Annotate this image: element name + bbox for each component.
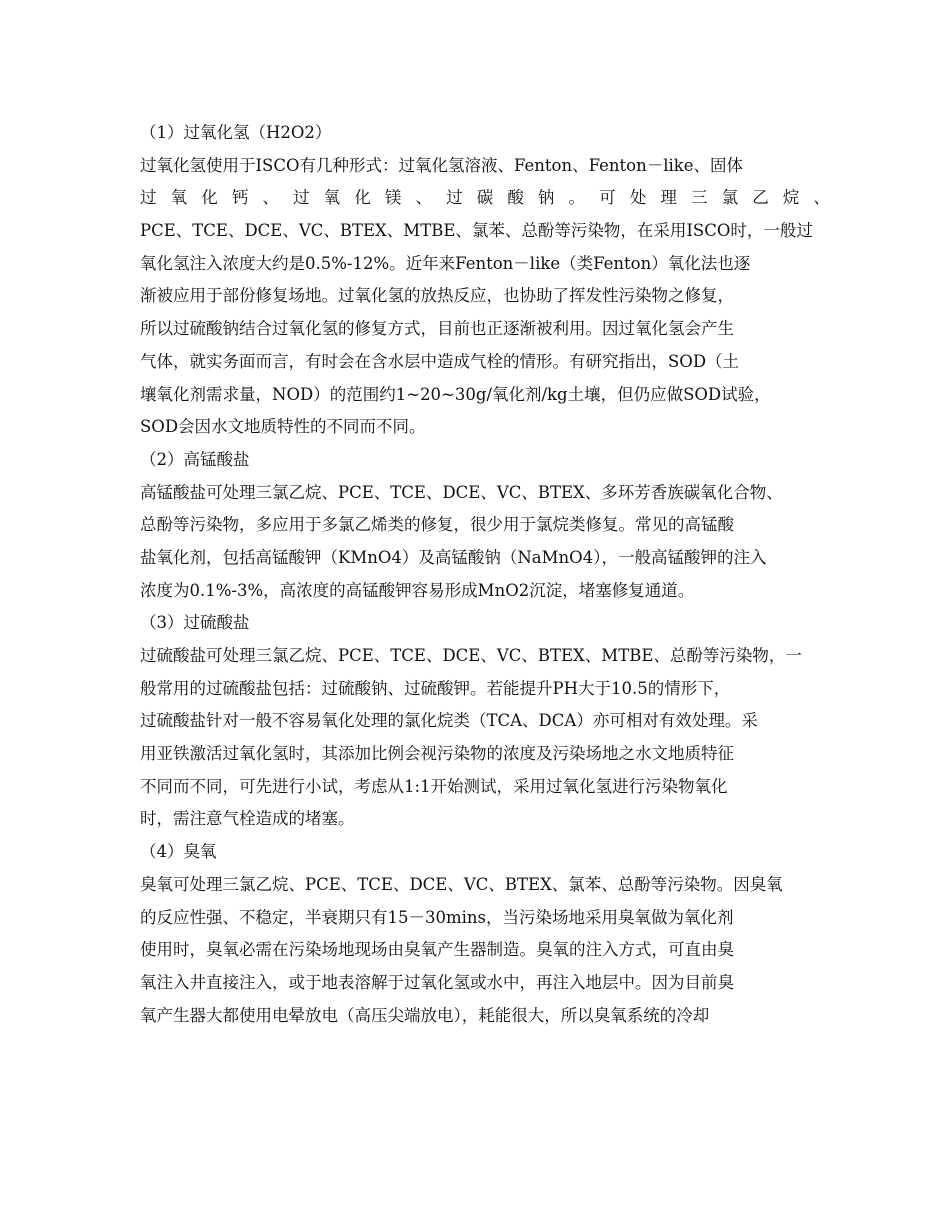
- text-line: 臭氧可处理三氯乙烷、PCE、TCE、DCE、VC、BTEX、氯苯、总酚等污染物。因臭氧: [140, 874, 783, 894]
- text-line: SOD会因水文地质特性的不同而不同。: [140, 417, 426, 437]
- heading-permanganate: （2）高锰酸盐: [140, 449, 250, 469]
- text-line: 过硫酸盐可处理三氯乙烷、PCE、TCE、DCE、VC、BTEX、MTBE、总酚等污染物，一: [140, 646, 802, 665]
- glyph: 烷: [782, 188, 800, 208]
- text-line: 般常用的过硫酸盐包括：过硫酸钠、过硫酸钾。若能提升PH大于10.5的情形下，: [140, 678, 731, 698]
- text-line: 总酚等污染物，多应用于多氯乙烯类的修复，很少用于氯烷类修复。常见的高锰酸: [140, 515, 734, 535]
- glyph: 过: [293, 188, 310, 208]
- text-line: 渐被应用于部份修复场地。过氧化氢的放热反应，也协助了挥发性污染物之修复，: [140, 286, 734, 306]
- glyph: 、: [262, 188, 279, 208]
- text-line: 的反应性强、不稳定，半衰期只有15－30mins，当污染场地采用臭氧做为氧化剂: [140, 907, 734, 927]
- text-line: 氧产生器大都使用电晕放电（高压尖端放电），耗能很大，所以臭氧系统的冷却: [140, 1005, 710, 1025]
- glyph: 镁: [384, 188, 402, 208]
- text-line-justified: [140, 182, 830, 215]
- glyph: 化: [201, 188, 218, 208]
- text-line: 盐氧化剂，包括高锰酸钾（KMnO4）及高锰酸钠（NaMnO4），一般高锰酸钾的注入: [140, 547, 767, 567]
- heading-hydrogen-peroxide: （1）过氧化氢（H2O2）: [140, 123, 332, 142]
- text-line: 过硫酸盐针对一般不容易氧化处理的氯化烷类（TCA、DCA）亦可相对有效处理。采: [140, 711, 758, 731]
- text-line: 氧化氢注入浓度大约是0.5%-12%。近年来Fenton－like（类Fenton）氧化法也逐: [140, 253, 751, 273]
- text-line: 高锰酸盐可处理三氯乙烷、PCE、TCE、DCE、VC、BTEX、多环芳香族碳氧化合物、: [140, 482, 783, 502]
- text-line: 过氧化氢使用于ISCO有几种形式：过氧化氢溶液、Fenton、Fenton－like、固体: [140, 155, 744, 175]
- glyph: 钙: [231, 188, 249, 208]
- glyph: 处: [629, 188, 647, 208]
- text-line: 气体，就实务面而言，有时会在含水层中造成气栓的情形。有研究指出，SOD（土: [140, 351, 740, 371]
- heading-persulfate: （3）过硫酸盐: [140, 613, 250, 633]
- text-line: 所以过硫酸钠结合过氧化氢的修复方式，目前也正逐渐被利用。因过氧化氢会产生: [140, 319, 734, 339]
- glyph: 氧: [170, 188, 188, 208]
- glyph: 、: [813, 188, 830, 208]
- text-line: 使用时，臭氧必需在污染场地现场由臭氧产生器制造。臭氧的注入方式，可直由臭: [140, 940, 734, 960]
- text-line: 浓度为0.1%-3%，高浓度的高锰酸钾容易形成MnO2沉淀，堵塞修复通道。: [140, 580, 695, 600]
- text-line: 氧注入井直接注入，或于地表溶解于过氧化氢或水中，再注入地层中。因为目前臭: [140, 972, 734, 992]
- text-line: 不同而不同，可先进行小试，考虑从1:1开始测试，采用过氧化氢进行污染物氧化: [140, 776, 728, 796]
- glyph: 碳: [476, 188, 494, 208]
- glyph: 氯: [721, 188, 739, 208]
- glyph: 理: [660, 188, 677, 208]
- document-body: [140, 117, 830, 1032]
- text-line: 时，需注意气栓造成的堵塞。: [140, 809, 355, 829]
- glyph: 三: [690, 188, 708, 208]
- glyph: 酸: [507, 188, 524, 208]
- glyph: 可: [599, 188, 616, 208]
- glyph: 。: [568, 188, 586, 208]
- glyph: 氧: [323, 188, 341, 208]
- glyph: 、: [415, 188, 432, 208]
- glyph: 过: [140, 188, 157, 208]
- glyph: 化: [354, 188, 371, 208]
- heading-ozone: （4）臭氧: [140, 842, 217, 862]
- text-line: 壤氧化剂需求量，NOD）的范围约1~20~30g/氧化剂/kg土壤，但仍应做SOD试验，: [140, 384, 771, 404]
- text-line: PCE、TCE、DCE、VC、BTEX、MTBE、氯苯、总酚等污染物，在采用ISCO时，一般过: [140, 221, 813, 241]
- glyph: 乙: [752, 188, 769, 208]
- text-line: 用亚铁激活过氧化氢时，其添加比例会视污染物的浓度及污染场地之水文地质特征: [140, 744, 734, 764]
- glyph: 过: [446, 188, 463, 208]
- glyph: 钠: [537, 188, 555, 208]
